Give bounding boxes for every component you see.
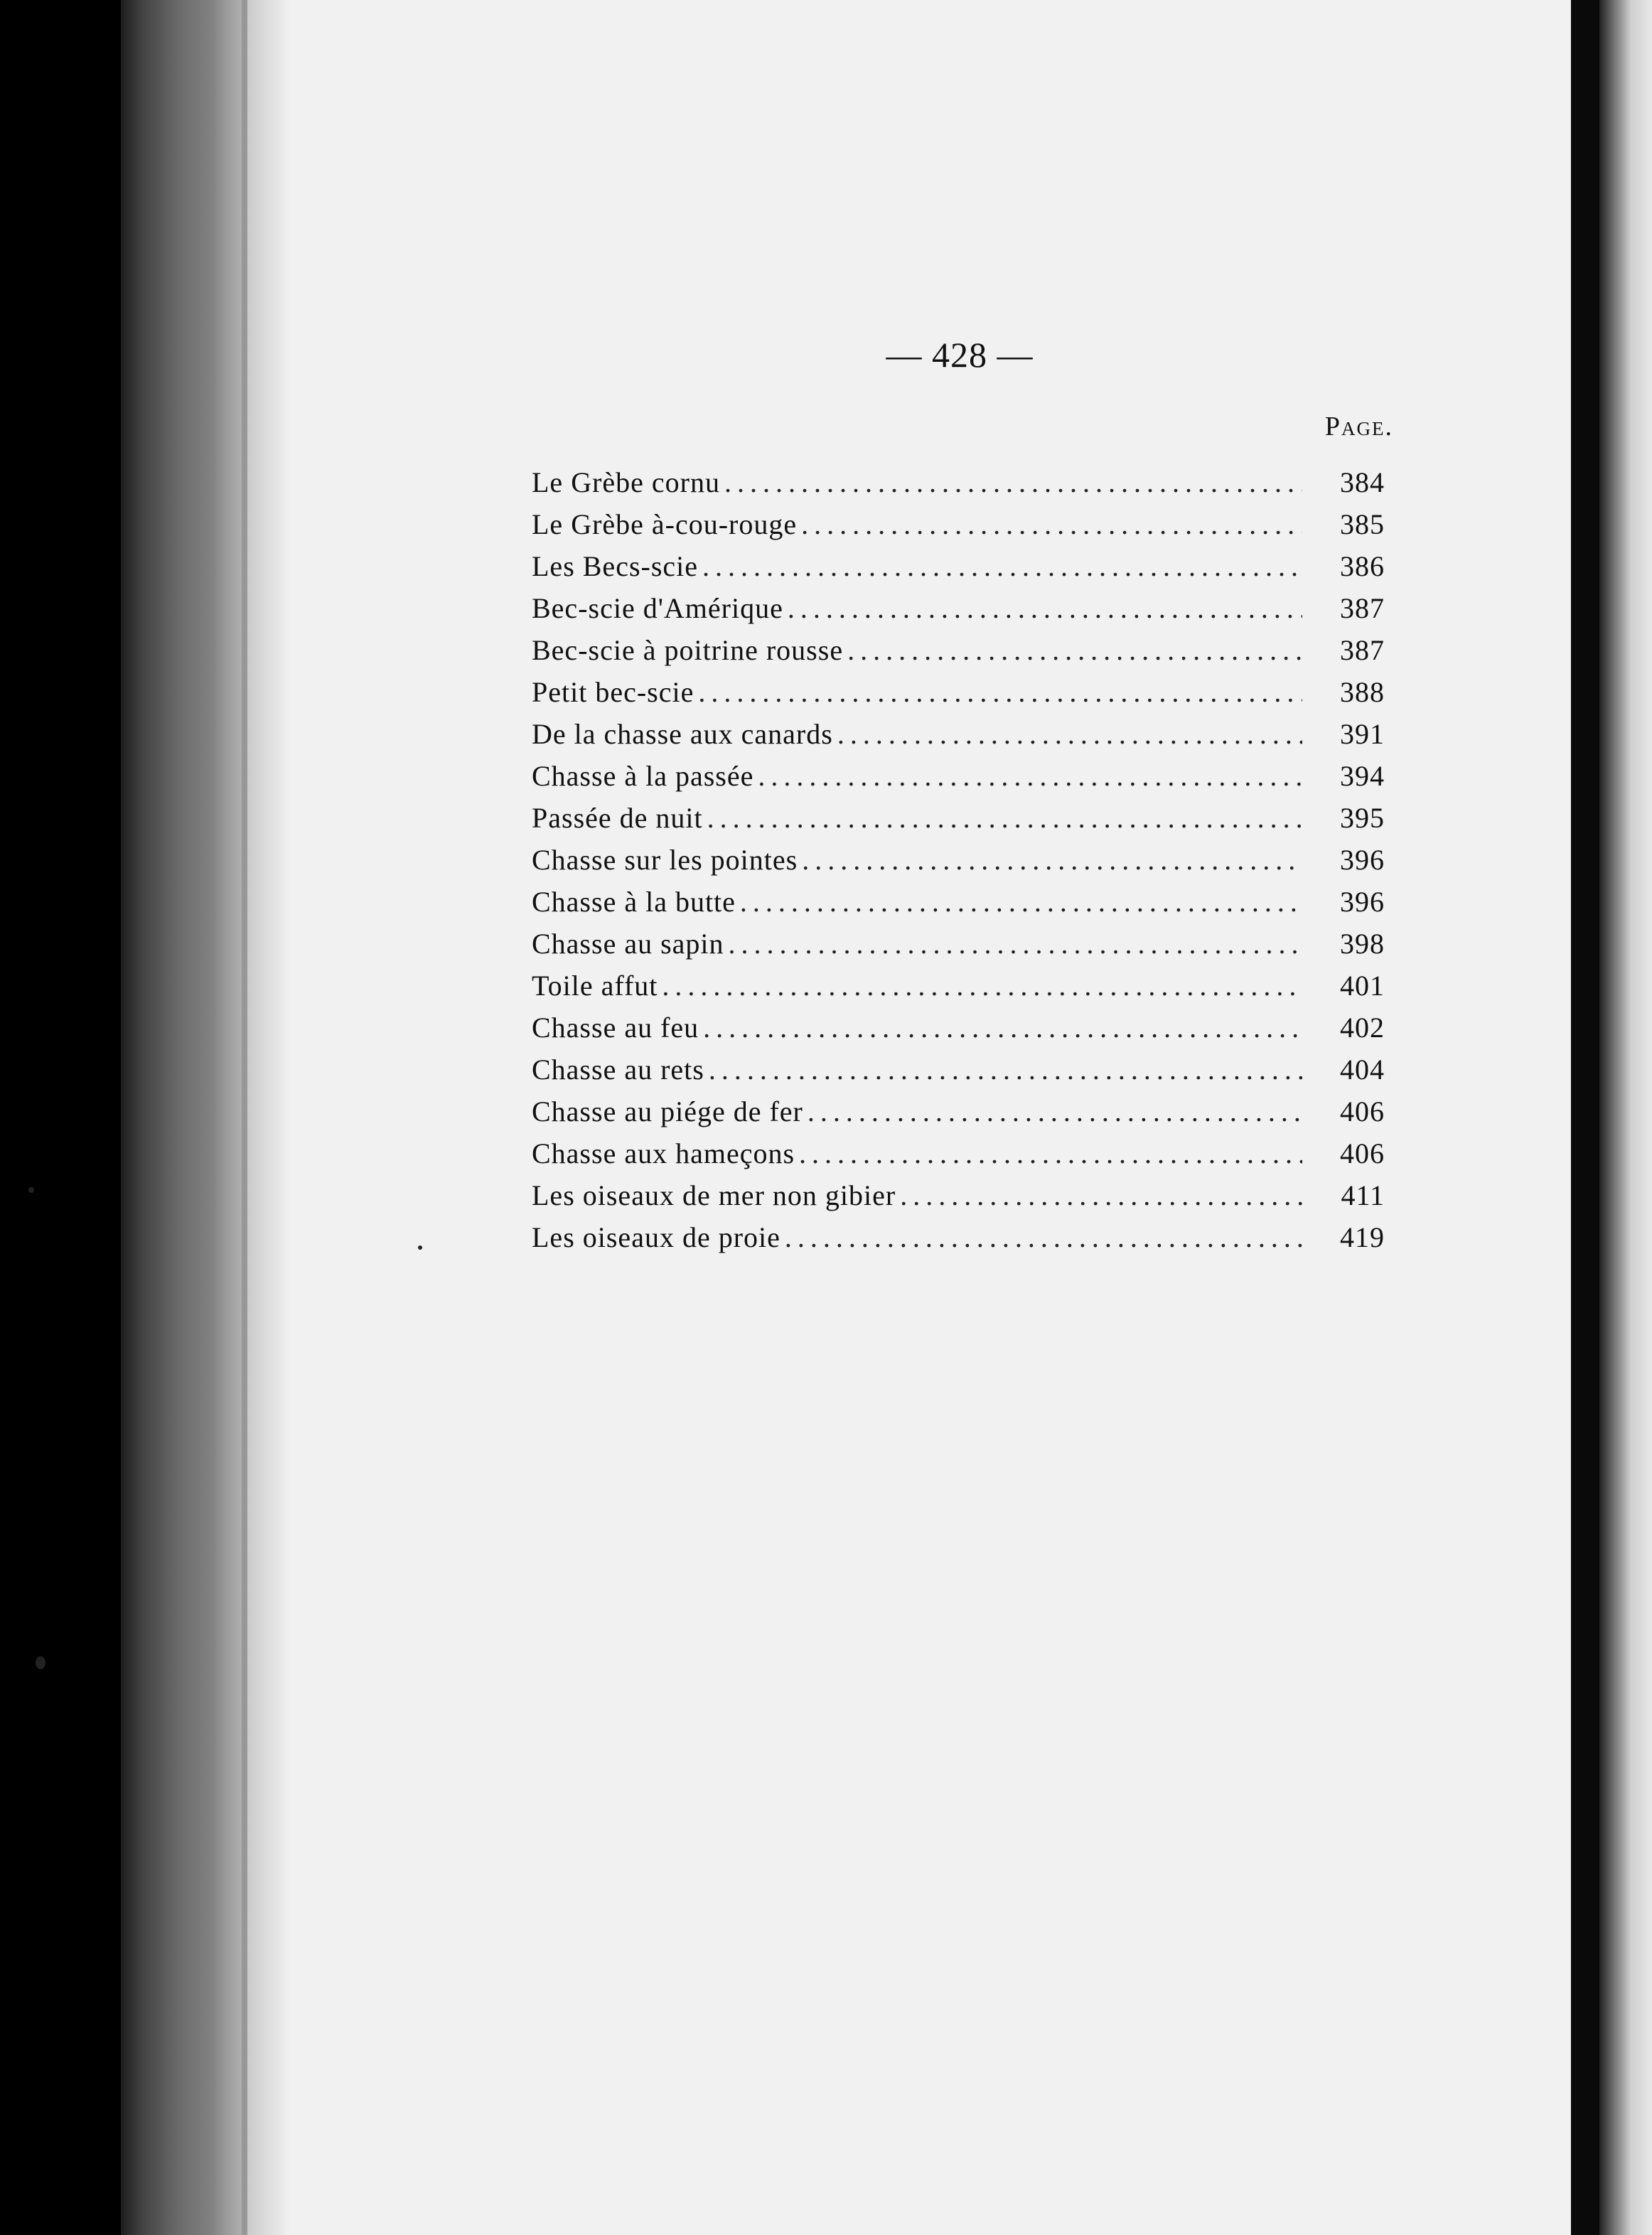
toc-entry-page: 394 (1340, 760, 1385, 792)
toc-dot-leader (758, 759, 1302, 793)
toc-entry-page: 386 (1340, 550, 1385, 582)
toc-dot-leader (724, 466, 1302, 499)
toc-entry (532, 801, 1385, 843)
toc-entry-page: 384 (1340, 466, 1385, 498)
toc-entry-title: Petit bec-scie (532, 676, 694, 708)
toc-entry (532, 927, 1385, 969)
toc-entry-page: 396 (1340, 844, 1385, 876)
toc-entry (532, 466, 1385, 508)
toc-entry-title: Les Becs-scie (532, 550, 699, 582)
toc-dot-leader (788, 591, 1302, 625)
toc-entry-page: 411 (1341, 1179, 1385, 1211)
toc-entry (532, 591, 1385, 633)
toc-dot-leader (802, 843, 1302, 877)
toc-entry-title: Toile affut (532, 970, 658, 1002)
toc-entry-title: Le Grèbe cornu (532, 466, 720, 498)
toc-entry-title: Chasse au sapin (532, 928, 724, 960)
toc-entry-title: Passée de nuit (532, 802, 703, 834)
toc-entry-title: Bec-scie à poitrine rousse (532, 634, 844, 666)
toc-entry-page: 419 (1340, 1221, 1385, 1253)
toc-entry (532, 843, 1385, 885)
toc-dot-leader (808, 1095, 1302, 1128)
toc-entry-title: Chasse au rets (532, 1054, 704, 1086)
toc-entry (532, 1011, 1385, 1053)
toc-entry-page: 396 (1340, 886, 1385, 918)
toc-entry-title: Chasse à la passée (532, 760, 754, 792)
toc-entry (532, 885, 1385, 927)
toc-entry (532, 717, 1385, 759)
toc-entry-page: 404 (1340, 1054, 1385, 1086)
toc-entry-page: 402 (1340, 1012, 1385, 1044)
toc-entry-title: Chasse au piége de fer (532, 1095, 803, 1127)
next-page-edge (1599, 0, 1652, 2235)
toc-entry (532, 1179, 1385, 1221)
toc-entry-page: 406 (1340, 1095, 1385, 1127)
toc-entry-page: 406 (1340, 1137, 1385, 1169)
toc-entry-page: 395 (1340, 802, 1385, 834)
toc-entry-title: Chasse aux hameçons (532, 1137, 795, 1169)
toc-entry-title: Chasse au feu (532, 1012, 699, 1044)
toc-entry-title: Le Grèbe à-cou-rouge (532, 508, 798, 540)
toc-entry-title: De la chasse aux canards (532, 718, 833, 750)
toc-dot-leader (801, 508, 1302, 541)
toc-entry-page: 388 (1340, 676, 1385, 708)
toc-dot-leader (703, 1011, 1302, 1044)
toc-entry (532, 1095, 1385, 1137)
toc-entry-title: Chasse à la butte (532, 886, 736, 918)
page-gutter-shadow (247, 0, 290, 2235)
toc-dot-leader (837, 717, 1302, 751)
book-edge-shade (213, 0, 242, 2235)
toc-dot-leader (740, 885, 1302, 918)
toc-dot-leader (729, 927, 1302, 960)
scan-left-margin (0, 0, 121, 2235)
page-column-header: Page. (1324, 412, 1393, 441)
toc-entry (532, 759, 1385, 801)
toc-entry (532, 969, 1385, 1011)
toc-entry-title: Les oiseaux de mer non gibier (532, 1179, 896, 1211)
toc-dot-leader (900, 1179, 1302, 1212)
toc-entry-title: Bec-scie d'Amérique (532, 592, 783, 624)
toc-dot-leader (847, 633, 1302, 667)
toc-entry (532, 633, 1385, 675)
toc-dot-leader (707, 801, 1302, 835)
toc-dot-leader (785, 1221, 1302, 1254)
scan-speck (36, 1656, 45, 1669)
toc-entry-page: 401 (1340, 970, 1385, 1002)
scan-speck (28, 1187, 34, 1193)
toc-entry (532, 1221, 1385, 1263)
toc-entry-page: 391 (1340, 718, 1385, 750)
table-of-contents (532, 466, 1385, 1263)
toc-entry (532, 675, 1385, 717)
toc-entry-page: 385 (1340, 508, 1385, 540)
toc-entry-page: 387 (1340, 634, 1385, 666)
toc-dot-leader (709, 1053, 1302, 1086)
toc-dot-leader (698, 675, 1302, 709)
toc-dot-leader (702, 550, 1302, 583)
toc-entry (532, 1053, 1385, 1095)
toc-entry-title: Les oiseaux de proie (532, 1221, 781, 1253)
toc-entry (532, 1137, 1385, 1179)
scan-speck (418, 1245, 422, 1250)
toc-entry-page: 398 (1340, 928, 1385, 960)
toc-entry (532, 550, 1385, 591)
page-number: — 428 — (886, 335, 1034, 375)
toc-entry (532, 508, 1385, 550)
toc-dot-leader (799, 1137, 1302, 1170)
toc-entry-page: 387 (1340, 592, 1385, 624)
toc-dot-leader (662, 969, 1302, 1002)
toc-entry-title: Chasse sur les pointes (532, 844, 798, 876)
